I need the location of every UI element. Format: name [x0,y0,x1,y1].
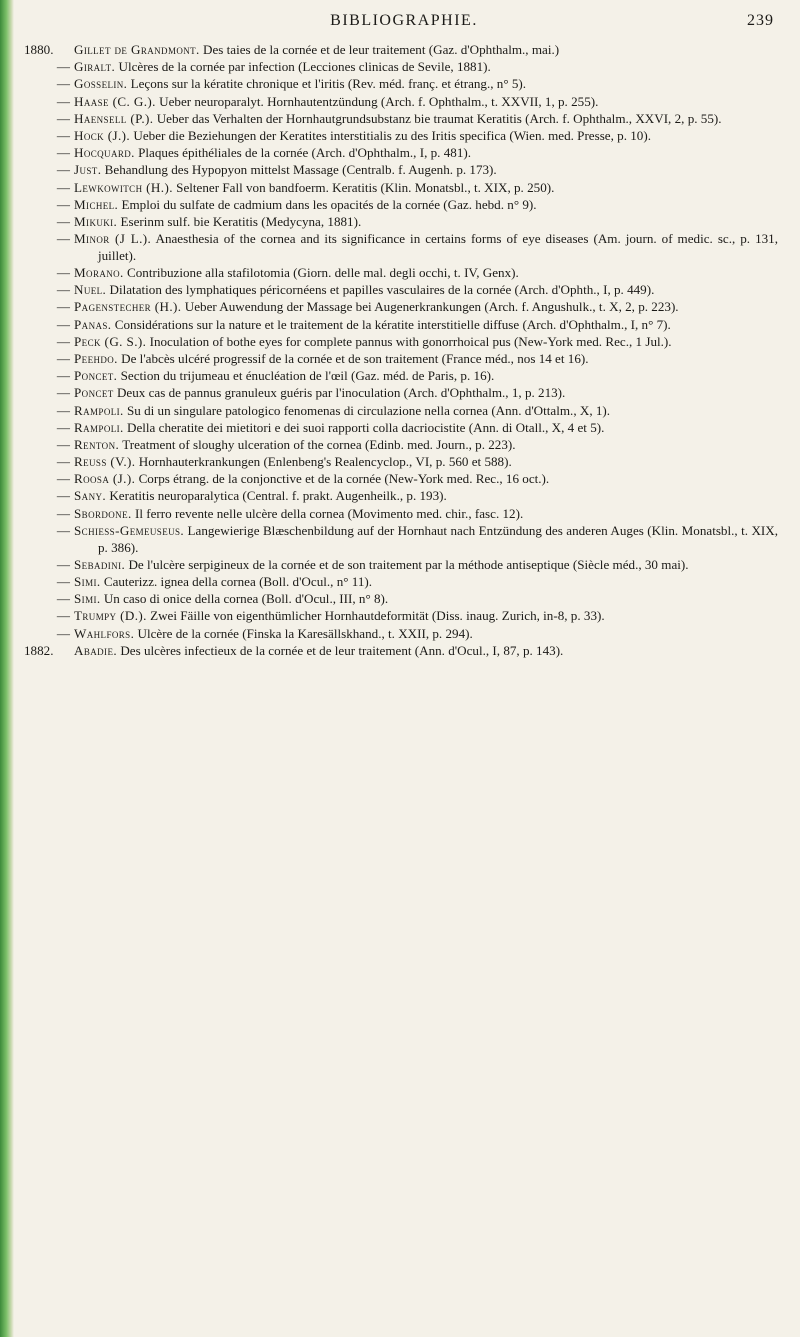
entry-text: Ueber neuroparalyt. Hornhautentzündung (Arch. f. Ophthalm., t. XXVII, 1, p. 255). [159,93,599,109]
bibliography-entry [30,214,778,231]
entry-author: Gosselin. [74,76,128,92]
entry-author: Poncet. [74,368,118,384]
entry-author: Wahlfors. [74,625,135,641]
entry-author: Haensell (P.). [74,110,154,126]
entry-year: — [56,505,70,521]
entry-author: Sebadini. [74,556,126,572]
entry-author: Roosa (J.). [74,471,136,487]
bibliography-entry [30,626,778,643]
entry-text: Leçons sur la kératite chronique et l'iritis (Rev. méd. franç. et étrang., n° 5). [130,76,527,92]
bibliography-entry [30,488,778,505]
entry-text: Plaques épithéliales de la cornée (Arch. d'Ophthalm., I, p. 481). [138,145,471,161]
entry-year: — [56,454,70,470]
bibliography-entry [24,642,778,660]
entry-year: — [56,591,70,607]
entry-text: Zwei Fäille von eigenthümlicher Hornhautdeformität (Diss. inaug. Zurich, in-8, p. 33). [150,608,605,624]
entry-year: — [56,471,70,487]
bibliography-entry [30,523,778,557]
entry-year: — [56,179,70,195]
entry-text: De l'abcès ulcéré progressif de la cornée et de son traitement (France méd., nos 14 et 16). [121,350,589,366]
running-header [30,12,778,36]
entry-text: Ulcère de la cornée (Finska la Karesällskhand., t. XXII, p. 294). [137,625,473,641]
entry-year: — [56,333,70,349]
entry-author: Rampoli. [74,419,124,435]
bibliography-entry [30,471,778,488]
entry-year: — [56,385,70,401]
entry-text: Considérations sur la nature et le traitement de la kératite interstitielle diffuse (Arch. d'Ophthalm., I, n° 7). [114,316,671,332]
entry-text: Della cheratite dei mietitori e dei suoi rapporti colla dacriocistite (Ann. di Otall., X, 4 et 5). [127,419,605,435]
bibliography-entry [30,299,778,316]
entry-year: — [56,488,70,504]
bibliography-entry [30,437,778,454]
bibliography-entry [30,591,778,608]
entry-author: Mikuki. [74,213,118,229]
bibliography-entry [30,128,778,145]
entry-text: Hornhauterkrankungen (Enlenbeng's Realencyclop., VI, p. 560 et 588). [138,454,512,470]
entry-year: — [56,127,70,143]
book-spine-edge [0,0,14,1337]
page-number: 239 [747,12,774,29]
entry-year: — [56,93,70,109]
entry-text: Cauterizz. ignea della cornea (Boll. d'Ocul., n° 11). [103,574,373,590]
entry-year: — [56,625,70,641]
entry-author: Poncet [74,385,114,401]
entry-author: Nuel. [74,282,107,298]
bibliography-entry [30,557,778,574]
bibliography-entry [30,385,778,402]
entry-year: — [56,402,70,418]
entry-text: Des ulcères infectieux de la cornée et de leur traitement (Ann. d'Ocul., I, 87, p. 143). [120,642,564,658]
entry-year: — [56,231,70,247]
bibliography-list [24,42,778,660]
entry-text: Ueber das Verhalten der Hornhautgrundsubstanz bie traumat Keratitis (Arch. f. Ophthalm., XXVI, 2, p. 55). [156,110,722,126]
entry-text: Langewierige Blæschenbildung auf der Hornhaut nach Entzündung des anderen Auges (Klin. Monatsbl., t. XIX, p. 386). [98,522,778,555]
book-page [24,12,778,660]
entry-author: Sany. [74,488,107,504]
entry-text: Section du trijumeau et énucléation de l'œil (Gaz. méd. de Paris, p. 16). [120,368,495,384]
entry-text: Ulcères de la cornée par infection (Lecciones clinicas de Sevile, 1881). [118,59,491,75]
bibliography-entry [30,197,778,214]
bibliography-entry [24,42,778,59]
bibliography-entry [30,282,778,299]
page-title: BIBLIOGRAPHIE. [330,12,478,29]
entry-year: 1880. [24,42,54,57]
entry-author: Haase (C. G.). [74,93,156,109]
entry-year: — [56,145,70,161]
entry-author: Simi. [74,574,101,590]
entry-author: Hock (J.). [74,127,131,143]
entry-text: Des taies de la cornée et de leur traitement (Gaz. d'Ophthalm., mai.) [203,42,560,57]
bibliography-entry [30,608,778,625]
entry-author: Michel. [74,196,119,212]
bibliography-entry [30,334,778,351]
entry-year: — [56,316,70,332]
entry-year: — [56,76,70,92]
entry-text: Inoculation of bothe eyes for complete pannus with gonorrhoical pus (New-York med. Rec., 1 Jul.). [149,333,672,349]
bibliography-entry [30,368,778,385]
entry-year: — [56,282,70,298]
bibliography-entry [30,317,778,334]
entry-text: Behandlung des Hypopyon mittelst Massage (Centralb. f. Augenh. p. 173). [104,162,497,178]
entry-text: Treatment of sloughy ulceration of the cornea (Edinb. med. Journ., p. 223). [122,436,516,452]
entry-year: — [56,162,70,178]
bibliography-entry [30,574,778,591]
entry-text: Deux cas de pannus granuleux guéris par l'inoculation (Arch. d'Ophthalm., 1, p. 213). [116,385,566,401]
entry-year: — [56,522,70,538]
entry-text: De l'ulcère serpigineux de la cornée et de son traitement par la méthode antiseptique (Siècle méd., 30 mai). [128,556,689,572]
bibliography-entry [30,265,778,282]
entry-author: Hocquard. [74,145,135,161]
entry-author: Schiess-Gemeuseus. [74,522,185,538]
bibliography-entry [30,351,778,368]
entry-year: — [56,419,70,435]
entry-author: Peehdo. [74,350,118,366]
entry-author: Trumpy (D.). [74,608,147,624]
entry-text: Su di un singulare patologico fenomenas di circulazione nella cornea (Ann. d'Ottalm., X, 1). [127,402,611,418]
entry-year: — [56,196,70,212]
entry-text: Dilatation des lymphatiques péricornéens et papilles vasculaires de la cornée (Arch. d'Ophth., I, p. 449). [109,282,655,298]
entry-year: — [56,110,70,126]
entry-author: Peck (G. S.). [74,333,147,349]
entry-author: Sbordone. [74,505,132,521]
entry-author: Pagenstecher (H.). [74,299,182,315]
entry-year: — [56,213,70,229]
entry-text: Un caso di onice della cornea (Boll. d'Ocul., III, n° 8). [103,591,389,607]
entry-text: Eserinm sulf. bie Keratitis (Medycyna, 1881). [120,213,362,229]
entry-author: Lewkowitch (H.). [74,179,173,195]
entry-year: — [56,574,70,590]
entry-year: 1882. [24,642,54,658]
bibliography-entry [30,76,778,93]
entry-author: Minor (J L.). [74,231,152,247]
bibliography-entry [30,180,778,197]
entry-year: — [56,350,70,366]
entry-author: Panas. [74,316,112,332]
entry-author: Rampoli. [74,402,124,418]
entry-text: Ueber Auwendung der Massage bei Augenerkrankungen (Arch. f. Angushulk., t. X, 2, p. 223). [184,299,679,315]
bibliography-entry [30,231,778,265]
entry-year: — [56,265,70,281]
bibliography-entry [30,403,778,420]
bibliography-entry [30,420,778,437]
bibliography-entry [30,454,778,471]
entry-text: Corps étrang. de la conjonctive et de la cornée (New-York med. Rec., 16 oct.). [138,471,550,487]
entry-author: Reuss (V.). [74,454,136,470]
entry-text: Emploi du sulfate de cadmium dans les opacités de la cornée (Gaz. hebd. n° 9). [121,196,537,212]
entry-text: Keratitis neuroparalytica (Central. f. prakt. Augenheilk., p. 193). [109,488,447,504]
entry-year: — [56,556,70,572]
entry-text: Anaesthesia of the cornea and its significance in certains forms of eye diseases (Am. journ. of medic. sc., p. 131, juillet). [98,231,778,263]
entry-author: Morano. [74,265,124,281]
entry-year: — [56,368,70,384]
entry-author: Simi. [74,591,101,607]
entry-author: Renton. [74,436,120,452]
entry-author: Giralt. [74,59,116,75]
entry-author: Gillet de Grandmont. [74,42,200,57]
entry-year: — [56,59,70,75]
entry-text: Contribuzione alla stafilotomia (Giorn. delle mal. degli occhi, t. IV, Genx). [127,265,519,281]
bibliography-entry [30,59,778,76]
bibliography-entry [30,111,778,128]
entry-text: Seltener Fall von bandfoerm. Keratitis (Klin. Monatsbl., t. XIX, p. 250). [176,179,555,195]
entry-year: — [56,436,70,452]
entry-text: Il ferro revente nelle ulcère della cornea (Movimento med. chir., fasc. 12). [134,505,524,521]
entry-text: Ueber die Beziehungen der Keratites interstitialis zu des Iritis specifica (Wien. med. Presse, p. 10). [133,127,651,143]
bibliography-entry [30,145,778,162]
bibliography-entry [30,162,778,179]
entry-author: Abadie. [74,642,118,658]
bibliography-entry [30,506,778,523]
entry-year: — [56,608,70,624]
entry-author: Just. [74,162,102,178]
bibliography-entry [30,94,778,111]
entry-year: — [56,299,70,315]
